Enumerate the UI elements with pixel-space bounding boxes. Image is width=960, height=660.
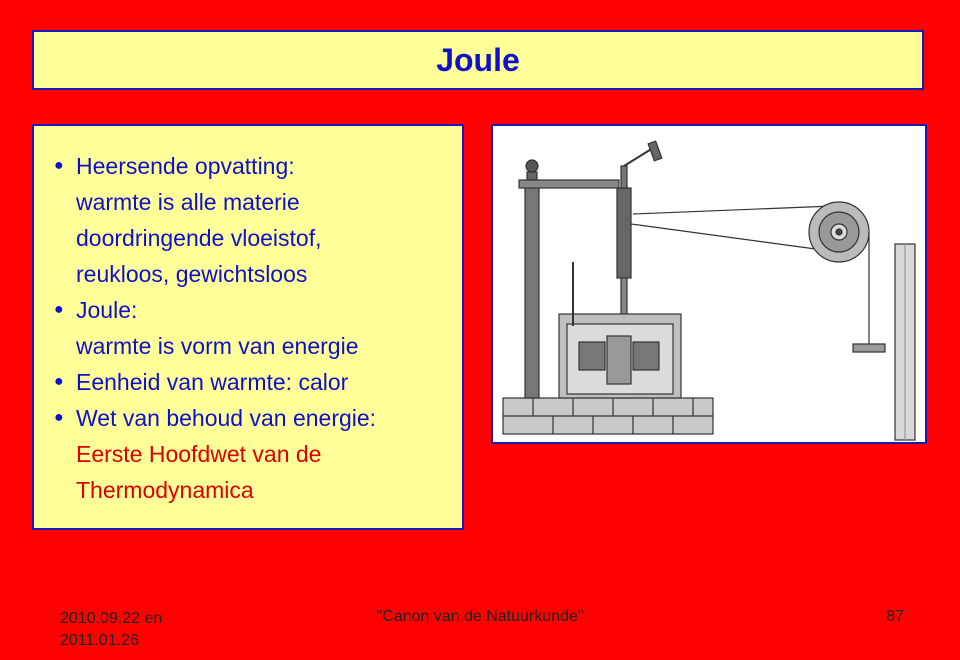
footer-date: 2010.09.22 en 2011.01.26	[60, 610, 163, 649]
bullet-item	[52, 292, 446, 364]
bullet-item	[52, 400, 446, 508]
bullet-list	[52, 148, 446, 508]
slide-number: 87	[886, 608, 904, 625]
bullet-line: Eenheid van warmte: calor	[76, 369, 349, 395]
bullet-line: reukloos, gewichtsloos	[76, 261, 308, 287]
slide-title: Joule	[436, 41, 520, 78]
bullet-line: Heersende opvatting:	[76, 153, 295, 179]
bullet-line: doordringende vloeistof,	[76, 225, 322, 251]
slide-title-box	[32, 30, 924, 90]
bullet-line: Joule:	[76, 297, 138, 323]
joule-apparatus-illustration	[493, 126, 925, 442]
bullet-item	[52, 364, 446, 400]
bullet-icon: ●	[54, 157, 64, 174]
bullet-icon: ●	[54, 373, 64, 390]
bullet-line: Eerste Hoofdwet van de	[76, 441, 322, 467]
bullet-icon: ●	[54, 409, 64, 426]
bullet-line: warmte is vorm van energie	[76, 333, 359, 359]
bullet-line: warmte is alle materie	[76, 189, 300, 215]
bullet-line: Thermodynamica	[76, 477, 254, 503]
bullet-panel	[32, 124, 464, 530]
bullet-icon: ●	[54, 301, 64, 318]
joule-apparatus-image	[491, 124, 927, 444]
footer-course-title: "Canon van de Natuurkunde"	[376, 608, 584, 625]
bullet-line: Wet van behoud van energie:	[76, 405, 377, 431]
bullet-item	[52, 148, 446, 292]
